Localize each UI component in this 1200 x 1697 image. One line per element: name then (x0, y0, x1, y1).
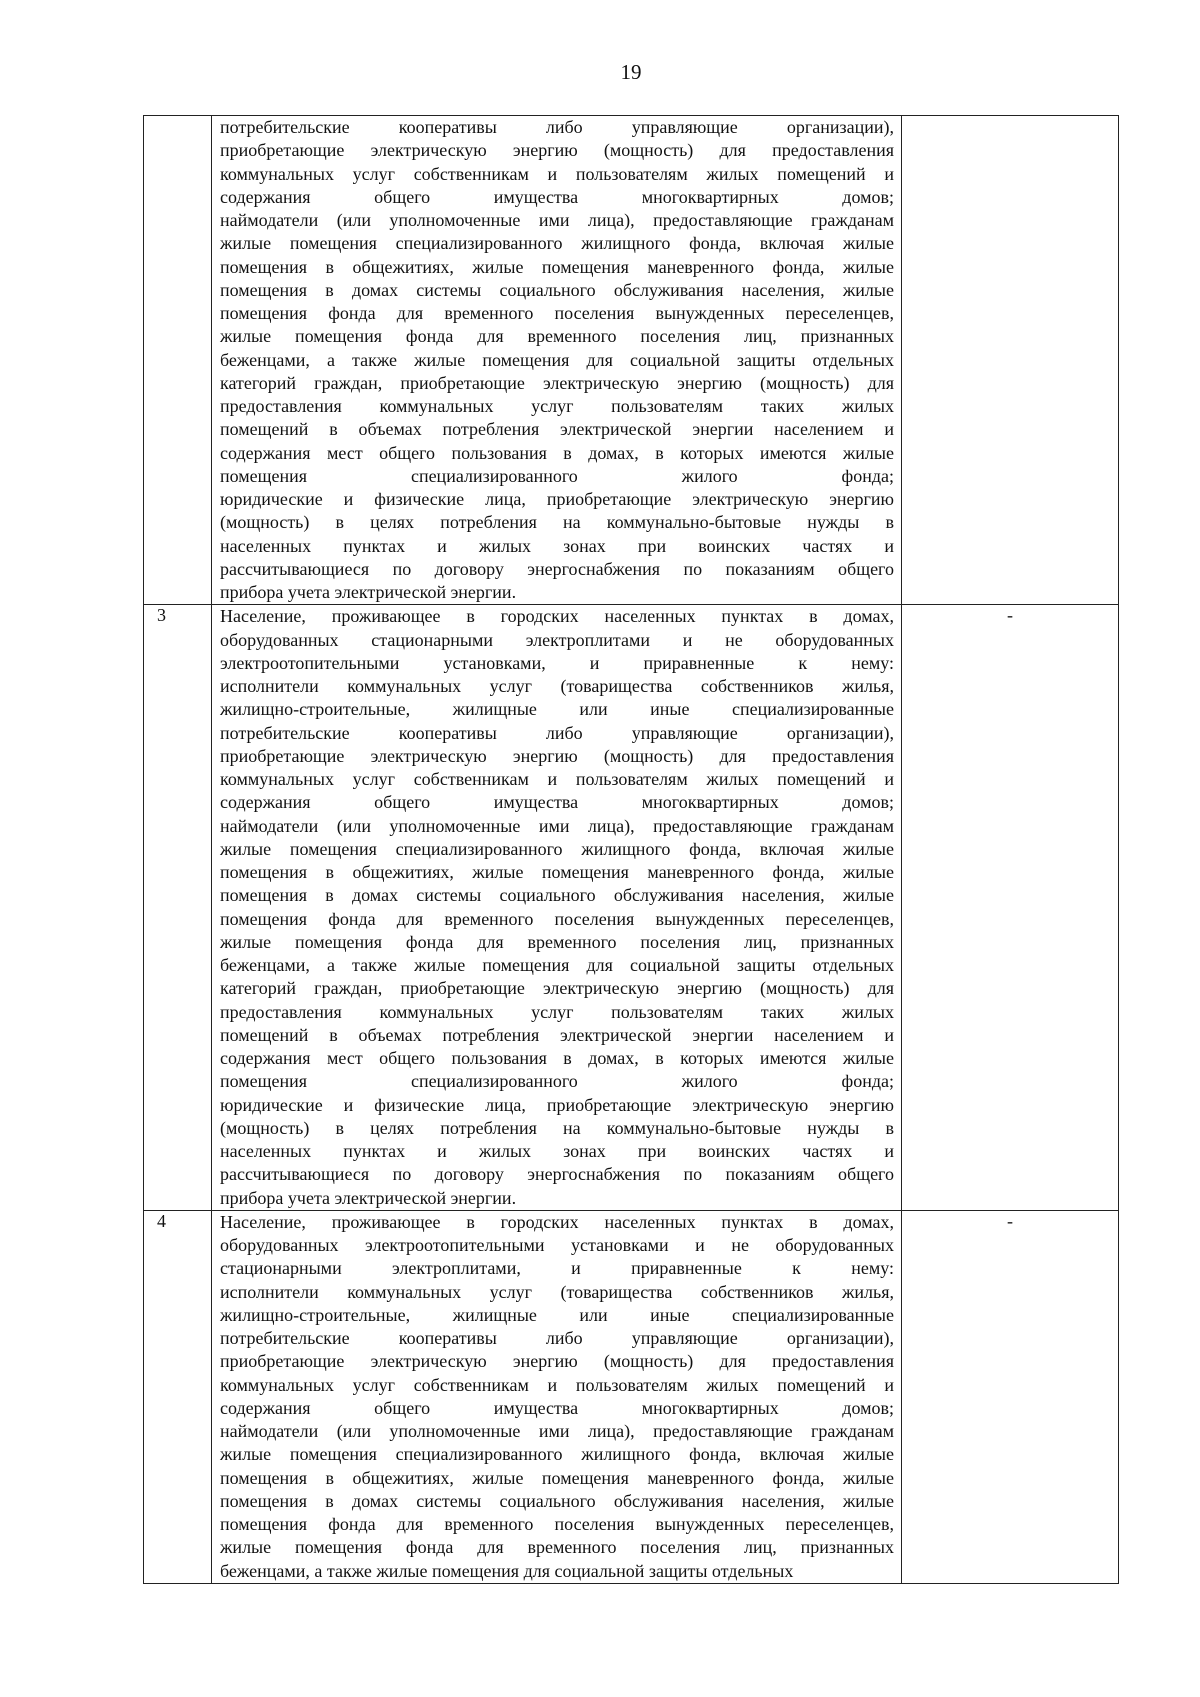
text-line: помещения фонда для временного поселения вынужденных переселенцев, (220, 908, 894, 929)
text-line: (мощность) в целях потребления на коммунально-бытовые нужды в (220, 1117, 894, 1138)
text-line: рассчитывающиеся по договору энергоснабжения по показаниям общего (220, 558, 894, 579)
text-line: помещения специализированного жилого фонда; (220, 1071, 894, 1092)
text-line: населенных пунктах и жилых зонах при воинских частях и (220, 1141, 894, 1161)
page-number: 19 (620, 60, 642, 84)
text-line: беженцами, а также жилые помещения для социальной защиты отдельных (220, 955, 894, 975)
text-line: содержания мест общего пользования в домах, в которых имеются жилые (220, 442, 894, 463)
text-line: наймодатели (или уполномоченные ими лица), предоставляющие гражданам (220, 210, 894, 230)
table-row (144, 1210, 1119, 1583)
text-line: наймодатели (или уполномоченные ими лица), предоставляющие гражданам (220, 1421, 894, 1441)
tariff-table (143, 115, 1119, 1584)
text-line: приобретающие электрическую энергию (мощность) для предоставления (220, 745, 894, 766)
text-line: рассчитывающиеся по договору энергоснабжения по показаниям общего (220, 1164, 894, 1185)
text-line: помещения в общежитиях, жилые помещения маневренного фонда, жилые (220, 256, 894, 277)
text-line: потребительские кооперативы либо управляющие организации), (220, 1328, 894, 1348)
text-line: прибора учета электрической энергии. (220, 582, 517, 602)
text-line: помещения в общежитиях, жилые помещения маневренного фонда, жилые (220, 862, 894, 882)
text-line: (мощность) в целях потребления на коммунально-бытовые нужды в (220, 512, 894, 533)
text-line: содержания общего имущества многоквартирных домов; (220, 792, 894, 813)
tariff-value: - (902, 1210, 1119, 1583)
text-line: юридические и физические лица, приобретающие электрическую энергию (220, 1094, 894, 1115)
tariff-value (902, 116, 1119, 605)
text-line: приобретающие электрическую энергию (мощность) для предоставления (220, 140, 894, 161)
text-line: исполнители коммунальных услуг (товарищества собственников жилья, (220, 1281, 894, 1302)
text-line: помещения в домах системы социального обслуживания населения, жилые (220, 1490, 894, 1511)
consumer-description (212, 605, 902, 1211)
consumer-description (212, 116, 902, 605)
text-line: категорий граждан, приобретающие электрическую энергию (мощность) для (220, 372, 894, 393)
text-line: жилые помещения специализированного жилищного фонда, включая жилые (220, 838, 894, 859)
text-line: исполнители коммунальных услуг (товарищества собственников жилья, (220, 676, 894, 696)
text-line: Население, проживающее в городских населенных пунктах в домах, (220, 1211, 894, 1232)
text-line: жилые помещения специализированного жилищного фонда, включая жилые (220, 1444, 894, 1465)
text-line: коммунальных услуг собственникам и пользователям жилых помещений и (220, 769, 894, 789)
row-number (144, 116, 212, 605)
text-line: жилищно-строительные, жилищные или иные специализированные (220, 1304, 894, 1325)
text-line: помещения фонда для временного поселения вынужденных переселенцев, (220, 1514, 894, 1534)
row-number: 4 (144, 1210, 212, 1583)
text-line: потребительские кооперативы либо управляющие организации), (220, 722, 894, 743)
text-line: содержания общего имущества многоквартирных домов; (220, 1397, 894, 1418)
table-row (144, 116, 1119, 605)
text-line: жилые помещения фонда для временного поселения лиц, признанных (220, 931, 894, 952)
text-line: Население, проживающее в городских населенных пунктах в домах, (220, 606, 894, 627)
tariff-value: - (902, 605, 1119, 1211)
text-line: жилые помещения фонда для временного поселения лиц, признанных (220, 326, 894, 347)
text-line: помещения фонда для временного поселения вынужденных переселенцев, (220, 303, 894, 323)
text-line: стационарными электроплитами, и приравненные к нему: (220, 1258, 894, 1279)
text-line: населенных пунктах и жилых зонах при воинских частях и (220, 535, 894, 556)
text-line: прибора учета электрической энергии. (220, 1187, 517, 1208)
text-line: категорий граждан, приобретающие электрическую энергию (мощность) для (220, 978, 894, 999)
text-line: помещения в общежитиях, жилые помещения маневренного фонда, жилые (220, 1467, 894, 1488)
text-line: юридические и физические лица, приобретающие электрическую энергию (220, 489, 894, 509)
text-line: помещения в домах системы социального обслуживания населения, жилые (220, 279, 894, 300)
text-line: помещений в объемах потребления электрической энергии населением и (220, 419, 894, 440)
text-line: жилые помещения фонда для временного поселения лиц, признанных (220, 1537, 894, 1558)
text-line: жилые помещения специализированного жилищного фонда, включая жилые (220, 233, 894, 254)
text-line: коммунальных услуг собственникам и пользователям жилых помещений и (220, 163, 894, 184)
text-line: приобретающие электрическую энергию (мощность) для предоставления (220, 1351, 894, 1372)
text-line: оборудованных электроотопительными установками и не оборудованных (220, 1235, 894, 1255)
text-line: содержания мест общего пользования в домах, в которых имеются жилые (220, 1048, 894, 1068)
text-line: помещения в домах системы социального обслуживания населения, жилые (220, 885, 894, 906)
text-line: помещений в объемах потребления электрической энергии населением и (220, 1024, 894, 1045)
text-line: предоставления коммунальных услуг пользователям таких жилых (220, 1001, 894, 1022)
text-line: жилищно-строительные, жилищные или иные специализированные (220, 699, 894, 720)
text-line: коммунальных услуг собственникам и пользователям жилых помещений и (220, 1374, 894, 1395)
text-line: потребительские кооперативы либо управляющие организации), (220, 117, 894, 137)
text-line: электроотопительными установками, и приравненные к нему: (220, 652, 894, 673)
row-number: 3 (144, 605, 212, 1211)
consumer-description (212, 1210, 902, 1583)
text-line: предоставления коммунальных услуг пользователям таких жилых (220, 396, 894, 416)
text-line: оборудованных стационарными электроплитами и не оборудованных (220, 629, 894, 650)
text-line: беженцами, а также жилые помещения для социальной защиты отдельных (220, 349, 894, 370)
text-line: помещения специализированного жилого фонда; (220, 465, 894, 486)
text-line: беженцами, а также жилые помещения для социальной защиты отдельных (220, 1560, 794, 1581)
text-line: наймодатели (или уполномоченные ими лица), предоставляющие гражданам (220, 815, 894, 836)
table-row (144, 605, 1119, 1211)
text-line: содержания общего имущества многоквартирных домов; (220, 186, 894, 207)
